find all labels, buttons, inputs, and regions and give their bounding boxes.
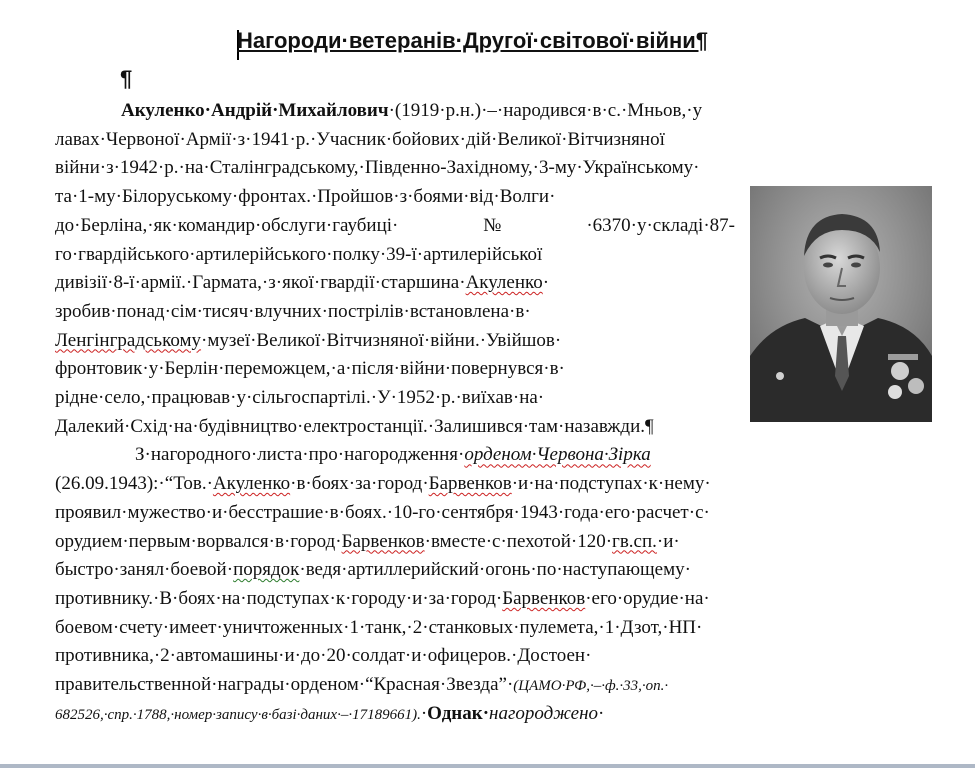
text-line bbox=[55, 441, 925, 468]
text-run: Ленгінградському bbox=[55, 329, 202, 351]
text-run: Однак· bbox=[427, 702, 490, 724]
text-run: (ЦАМО·РФ,·–·ф.·33,·оп.· bbox=[513, 678, 669, 694]
text-run: Далекий·Схід·на·будівництво·електростанції.·Залишився·там·назавжди.¶ bbox=[55, 415, 654, 437]
text-run: війни·з·1942·р.·на·Сталінградському,·Південно-Західному,·3-му·Українському· bbox=[55, 157, 700, 179]
text-run: фронтовик·у·Берлін·переможцем,·а·після·війни·повернувся·в· bbox=[55, 358, 565, 380]
text-line bbox=[55, 585, 925, 612]
text-run: ·и· bbox=[656, 530, 680, 552]
text-run: гв.сп. bbox=[612, 530, 657, 552]
text-run: противнику.·В·боях·на·подступах·к·городу·и·за·город· bbox=[55, 587, 503, 609]
text-run: правительственной·награды·орденом·“Красная·Звезда”· bbox=[55, 674, 514, 695]
text-line bbox=[55, 154, 925, 181]
text-run: 682526,·спр.·1788,·номер·запису·в·базі·даних·–·17189661). bbox=[55, 706, 421, 723]
text-line bbox=[55, 671, 925, 698]
text-line bbox=[55, 614, 925, 641]
text-run: ·и·на·подступах·к·нему· bbox=[511, 473, 711, 495]
text-run: дивізії·8-ї·армії.·Гармата,·з·якої·гвардії·старшина· bbox=[55, 272, 466, 294]
text-run: нагороджено bbox=[489, 702, 599, 724]
page-title: Нагороди·ветеранів·Другої·світової·війни¶ bbox=[237, 28, 709, 53]
text-run: быстро·занял·боевой· bbox=[55, 559, 234, 581]
empty-paragraph-mark: ¶ bbox=[120, 66, 133, 91]
text-run: ·ведя·артиллерийский·огонь·по·наступающему· bbox=[299, 559, 691, 581]
text-run: та·1-му·Білоруському·фронтах.·Пройшов·з·боями·від·Волги· bbox=[55, 186, 556, 208]
text-line bbox=[55, 269, 735, 296]
portrait-illustration bbox=[750, 186, 932, 422]
text-line bbox=[55, 499, 925, 526]
text-line bbox=[55, 241, 735, 268]
text-line bbox=[55, 212, 735, 239]
text-run: Акуленко·Андрій·Михайлович bbox=[121, 100, 389, 121]
page-bottom-edge bbox=[0, 764, 975, 768]
text-line bbox=[55, 327, 735, 354]
text-line bbox=[55, 298, 735, 325]
text-line bbox=[55, 470, 925, 497]
text-run: · bbox=[542, 272, 550, 294]
text-run: порядок bbox=[233, 559, 300, 581]
text-line bbox=[55, 413, 654, 440]
text-line bbox=[55, 528, 925, 555]
text-run: Барвенков bbox=[428, 473, 512, 495]
text-run: орденом·Червона·Зірка bbox=[464, 444, 651, 466]
text-run: (26.09.1943):·“Тов.· bbox=[55, 473, 213, 495]
text-run: З·нагородного·листа·про·нагородження· bbox=[135, 444, 465, 466]
text-run: до·Берліна,·як·командир·обслуги·гаубиці·№·6370·у·складі·87- bbox=[55, 214, 735, 236]
text-run: боевом·счету·имеет·уничтоженных·1·танк,·2·станковых·пулемета,·1·Дзот,·НП· bbox=[55, 616, 703, 638]
text-run: проявил·мужество·и·бесстрашие·в·боях.·10-го·сентября·1943·года·его·расчет·с· bbox=[55, 501, 710, 523]
text-line bbox=[55, 384, 735, 411]
text-run: Барвенков bbox=[341, 530, 425, 552]
text-line bbox=[55, 642, 925, 669]
text-run: рідне·село,·працював·у·сільгоспартілі.·У·1952·р.·виїхав·на· bbox=[55, 387, 545, 408]
text-run: ·вместе·с·пехотой·120· bbox=[424, 530, 613, 552]
text-run: Акуленко bbox=[212, 473, 291, 495]
text-run: · bbox=[598, 702, 605, 724]
text-line bbox=[55, 556, 925, 583]
text-line bbox=[55, 97, 925, 124]
text-run: Барвенков bbox=[502, 587, 586, 609]
text-run: ·его·орудие·на· bbox=[585, 587, 710, 609]
text-run: орудием·первым·ворвался·в·город· bbox=[55, 530, 342, 552]
text-run: го·гвардійського·артилерійського·полку·39-ї·артилерійської bbox=[55, 243, 543, 265]
text-line bbox=[55, 183, 735, 210]
text-line bbox=[55, 355, 735, 382]
veteran-portrait-photo bbox=[750, 186, 932, 422]
text-line bbox=[55, 700, 925, 727]
text-run: Акуленко bbox=[465, 272, 543, 294]
text-run: противника,·2·автомашины·и·до·20·солдат·и·офицеров.·Достоен· bbox=[55, 645, 592, 667]
text-run: лавах·Червоної·Армії·з·1941·р.·Учасник·бойових·дій·Великої·Вітчизняної bbox=[55, 128, 665, 150]
text-run: · bbox=[420, 702, 428, 724]
text-run: зробив·понад·сім·тисяч·влучних·пострілів·встановлена·в· bbox=[55, 300, 531, 322]
text-run: ·в·боях·за·город· bbox=[290, 473, 429, 495]
text-run: ·музеї·Великої·Вітчизняної·війни.·Увійшов· bbox=[201, 329, 562, 351]
text-run: ·(1919·р.н.)·–·народився·в·с.·Мньов,·у bbox=[388, 100, 703, 121]
text-line bbox=[55, 126, 925, 153]
